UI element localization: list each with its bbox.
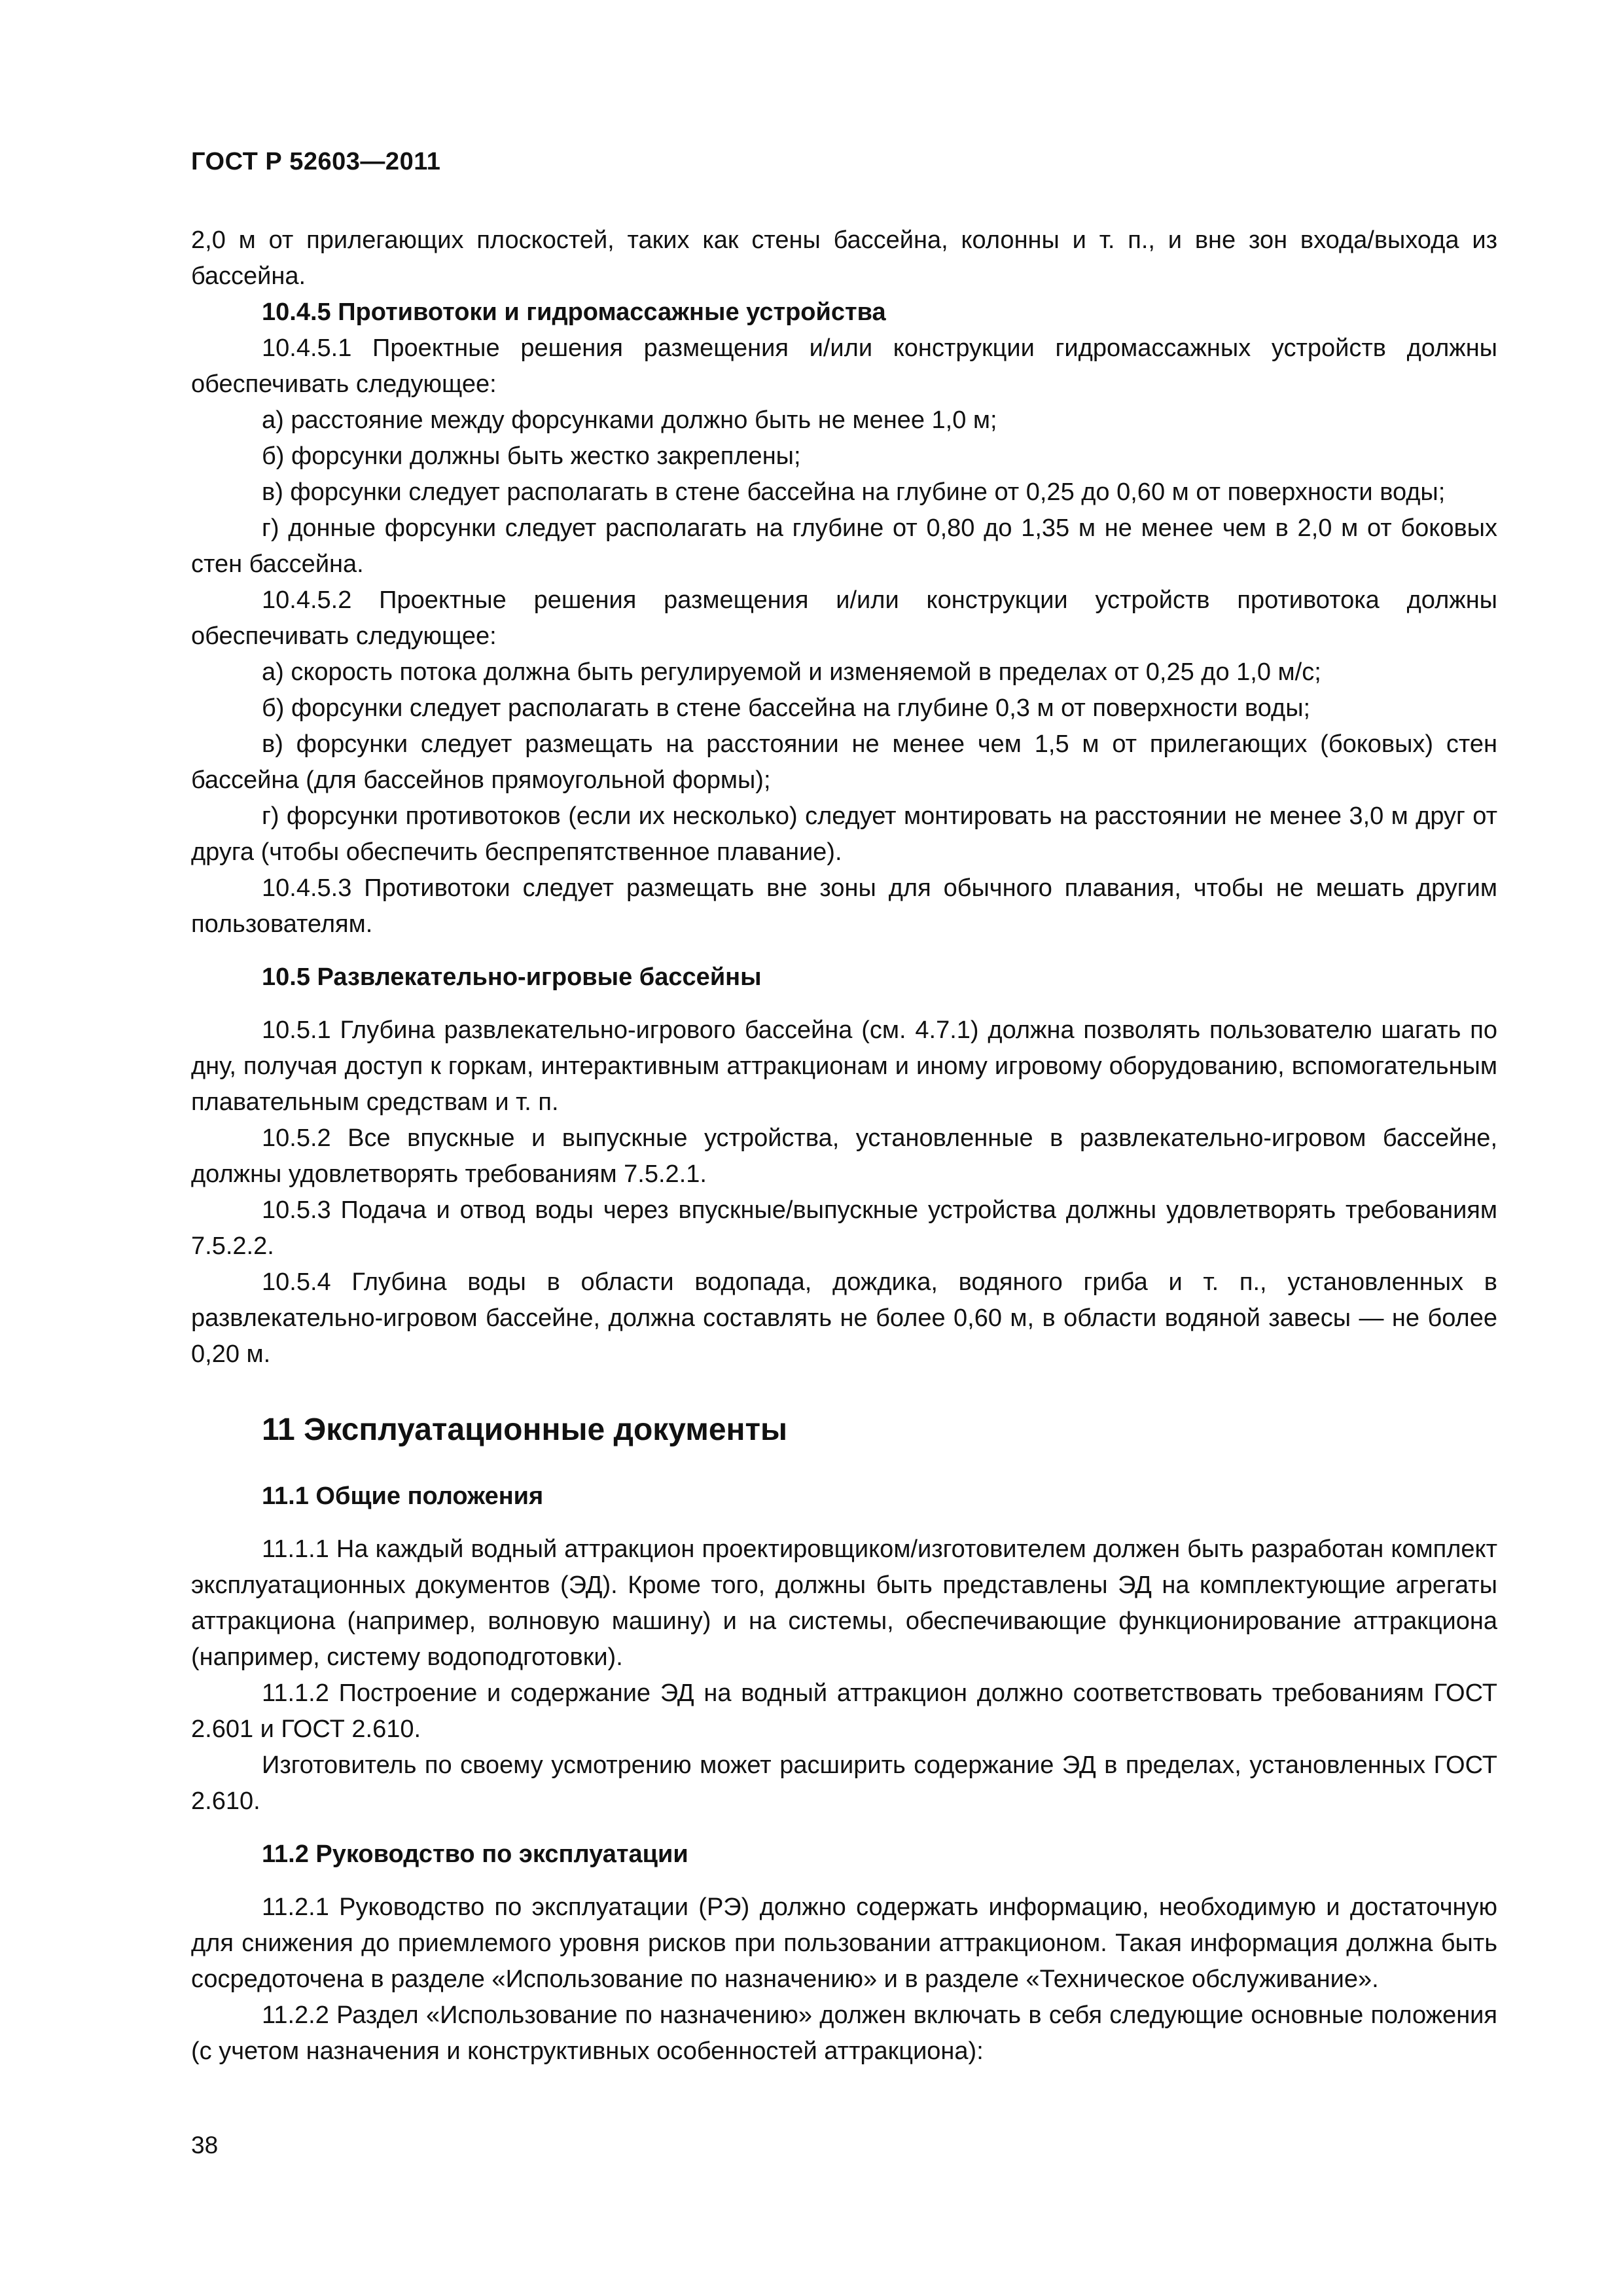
- paragraph-10-4-5-1: 10.4.5.1 Проектные решения размещения и/или конструкции гидромассажных устройств должны обеспечивать следующее:: [191, 334, 1497, 398]
- list-item: г) донные форсунки следует располагать на глубине от 0,80 до 1,35 м не менее чем в 2,0 м от боковых стен бассейна.: [191, 514, 1497, 578]
- paragraph-11-1-2: 11.1.2 Построение и содержание ЭД на водный аттракцион должно соответствовать требованиям ГОСТ 2.601 и ГОСТ 2.610.: [191, 1679, 1497, 1743]
- section-heading-10-5: 10.5 Развлекательно-игровые бассейны: [262, 963, 762, 991]
- paragraph-10-5-3: 10.5.3 Подача и отвод воды через впускные/выпускные устройства должны удовлетворять требованиям 7.5.2.2.: [191, 1196, 1497, 1260]
- paragraph: 2,0 м от прилегающих плоскостей, таких как стены бассейна, колонны и т. п., и вне зон входа/выхода из бассейна.: [191, 226, 1497, 290]
- paragraph-10-5-2: 10.5.2 Все впускные и выпускные устройства, установленные в развлекательно-игровом бассейне, должны удовлетворять требованиям 7.5.2.1.: [191, 1124, 1497, 1188]
- paragraph-11-2-1: 11.2.1 Руководство по эксплуатации (РЭ) должно содержать информацию, необходимую и достаточную для снижения до приемлемого уровня рисков при пользовании аттракционом. Такая информация должна быть сосредоточена в разделе «Использование по назначению» и в разделе «Техническое обслуживание».: [191, 1893, 1497, 1993]
- document-code-header: ГОСТ Р 52603—2011: [191, 148, 441, 175]
- list-item: б) форсунки должны быть жестко закреплены;: [262, 442, 801, 470]
- list-item: г) форсунки противотоков (если их несколько) следует монтировать на расстоянии не менее 3,0 м друг от друга (чтобы обеспечить беспрепятственное плавание).: [191, 802, 1497, 866]
- page-number: 38: [191, 2132, 219, 2159]
- paragraph-11-1-1: 11.1.1 На каждый водный аттракцион проектировщиком/изготовителем должен быть разработан комплект эксплуатационных документов (ЭД). Кроме того, должны быть представлены ЭД на комплектующие агрегаты аттракциона (например, волновую машину) и на системы, обеспечивающие функционирование аттракциона (например, систему водоподготовки).: [191, 1535, 1497, 1671]
- document-body: [191, 223, 1497, 2070]
- list-item: а) расстояние между форсунками должно быть не менее 1,0 м;: [262, 406, 997, 434]
- chapter-heading-11: 11 Эксплуатационные документы: [262, 1412, 788, 1447]
- paragraph: Изготовитель по своему усмотрению может расширить содержание ЭД в пределах, установленных ГОСТ 2.610.: [191, 1751, 1497, 1815]
- paragraph-10-5-1: 10.5.1 Глубина развлекательно-игрового бассейна (см. 4.7.1) должна позволять пользователю шагать по дну, получая доступ к горкам, интерактивным аттракционам и иному игровому оборудованию, вспомогательным плавательным средствам и т. п.: [191, 1016, 1497, 1116]
- list-item: б) форсунки следует располагать в стене бассейна на глубине 0,3 м от поверхности воды;: [262, 694, 1311, 722]
- paragraph-10-4-5-3: 10.4.5.3 Противотоки следует размещать вне зоны для обычного плавания, чтобы не мешать другим пользователям.: [191, 874, 1497, 938]
- list-item: в) форсунки следует размещать на расстоянии не менее чем 1,5 м от прилегающих (боковых) стен бассейна (для бассейнов прямоугольной формы);: [191, 730, 1497, 794]
- paragraph-10-4-5-2: 10.4.5.2 Проектные решения размещения и/или конструкции устройств противотока должны обеспечивать следующее:: [191, 586, 1497, 650]
- section-heading-11-1: 11.1 Общие положения: [262, 1482, 544, 1510]
- list-item: в) форсунки следует располагать в стене бассейна на глубине от 0,25 до 0,60 м от поверхности воды;: [262, 478, 1446, 506]
- list-item: а) скорость потока должна быть регулируемой и изменяемой в пределах от 0,25 до 1,0 м/с;: [262, 658, 1321, 686]
- paragraph-10-5-4: 10.5.4 Глубина воды в области водопада, дождика, водяного гриба и т. п., установленных в развлекательно-игровом бассейне, должна составлять не более 0,60 м, в области водяной завесы — не более 0,20 м.: [191, 1268, 1497, 1368]
- section-heading-11-2: 11.2 Руководство по эксплуатации: [262, 1840, 688, 1868]
- paragraph-11-2-2: 11.2.2 Раздел «Использование по назначению» должен включать в себя следующие основные положения (с учетом назначения и конструктивных особенностей аттракциона):: [191, 2001, 1497, 2065]
- section-heading-10-4-5: 10.4.5 Противотоки и гидромассажные устройства: [262, 298, 886, 326]
